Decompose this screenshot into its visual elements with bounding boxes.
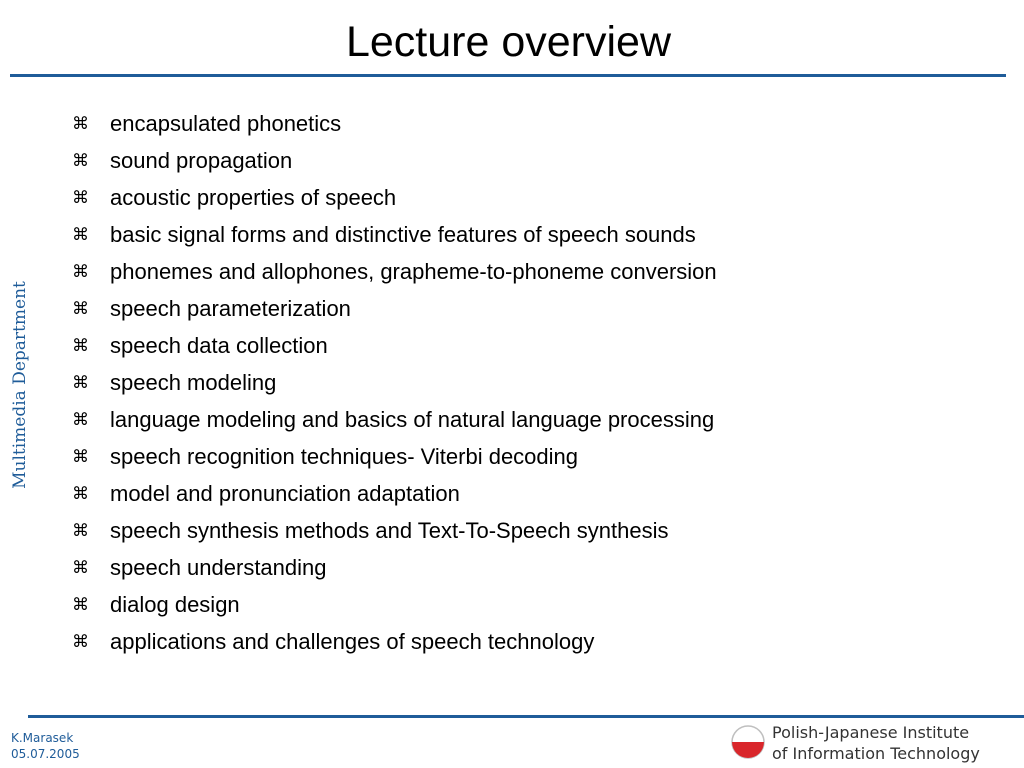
topic-item bbox=[72, 216, 717, 253]
command-key-icon: ⌘ bbox=[72, 372, 89, 393]
command-key-icon: ⌘ bbox=[72, 224, 89, 245]
topic-item bbox=[72, 327, 717, 364]
topic-text: speech modeling bbox=[110, 369, 277, 395]
topic-item bbox=[72, 364, 717, 401]
institute-name-line2: of Information Technology bbox=[772, 744, 980, 763]
command-key-icon: ⌘ bbox=[72, 335, 89, 356]
topic-item bbox=[72, 290, 717, 327]
institute-name bbox=[772, 722, 980, 764]
topic-item bbox=[72, 512, 717, 549]
topic-text: phonemes and allophones, grapheme-to-phoneme conversion bbox=[110, 258, 717, 284]
topic-text: basic signal forms and distinctive features of speech sounds bbox=[110, 221, 696, 247]
topic-item bbox=[72, 179, 717, 216]
topic-text: language modeling and basics of natural language processing bbox=[110, 406, 715, 432]
topic-text: speech understanding bbox=[110, 554, 327, 580]
topic-item bbox=[72, 586, 717, 623]
command-key-icon: ⌘ bbox=[72, 113, 89, 134]
topic-text: dialog design bbox=[110, 591, 240, 617]
topic-item bbox=[72, 623, 717, 660]
command-key-icon: ⌘ bbox=[72, 631, 89, 652]
topic-list bbox=[72, 105, 717, 660]
topic-item bbox=[72, 549, 717, 586]
footer-date: 05.07.2005 bbox=[11, 747, 80, 761]
institute-name-line1: Polish-Japanese Institute bbox=[772, 723, 970, 742]
topic-text: speech recognition techniques- Viterbi decoding bbox=[110, 443, 579, 469]
topic-item bbox=[72, 401, 717, 438]
slide-title: Lecture overview bbox=[345, 18, 672, 66]
command-key-icon: ⌘ bbox=[72, 557, 89, 578]
topic-text: acoustic properties of speech bbox=[110, 184, 397, 210]
title-divider bbox=[10, 74, 1006, 77]
institute-logo-icon bbox=[730, 724, 766, 760]
topic-text: sound propagation bbox=[110, 147, 293, 173]
footer-author: K.Marasek bbox=[11, 731, 74, 745]
command-key-icon: ⌘ bbox=[72, 446, 89, 467]
command-key-icon: ⌘ bbox=[72, 594, 89, 615]
topic-item bbox=[72, 105, 717, 142]
topic-text: model and pronunciation adaptation bbox=[110, 480, 460, 506]
command-key-icon: ⌘ bbox=[72, 187, 89, 208]
topic-text: speech parameterization bbox=[110, 295, 351, 321]
topic-item bbox=[72, 438, 717, 475]
command-key-icon: ⌘ bbox=[72, 520, 89, 541]
topic-item bbox=[72, 253, 717, 290]
topic-item bbox=[72, 475, 717, 512]
topic-item bbox=[72, 142, 717, 179]
side-label-department: Multimedia Department bbox=[10, 281, 30, 489]
command-key-icon: ⌘ bbox=[72, 298, 89, 319]
topic-text: speech synthesis methods and Text-To-Speech synthesis bbox=[110, 517, 669, 543]
command-key-icon: ⌘ bbox=[72, 150, 89, 171]
topic-text: speech data collection bbox=[110, 332, 328, 358]
command-key-icon: ⌘ bbox=[72, 409, 89, 430]
footer-divider bbox=[28, 715, 1024, 718]
topic-text: encapsulated phonetics bbox=[110, 110, 342, 136]
command-key-icon: ⌘ bbox=[72, 261, 89, 282]
command-key-icon: ⌘ bbox=[72, 483, 89, 504]
topic-text: applications and challenges of speech technology bbox=[110, 628, 595, 654]
